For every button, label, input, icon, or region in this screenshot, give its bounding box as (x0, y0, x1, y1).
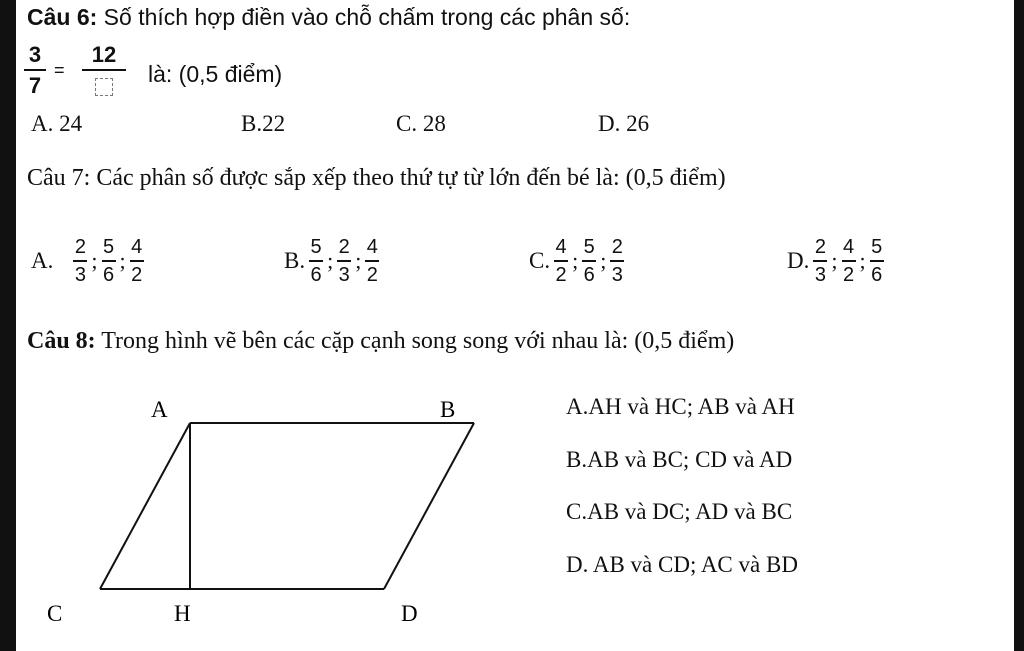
denominator: 3 (611, 263, 623, 286)
q6-fraction-left-denominator: 7 (28, 73, 42, 98)
numerator: 2 (814, 236, 826, 259)
vertex-label-c: C (47, 601, 63, 626)
numerator: 5 (583, 236, 595, 259)
numerator: 4 (366, 236, 378, 259)
numerator: 2 (74, 236, 86, 259)
separator: ; (572, 248, 579, 273)
q7-option-label: B. (284, 248, 306, 273)
q6-option-c: C. 28 (396, 111, 446, 136)
q6-option-a: A. 24 (31, 111, 83, 136)
q6-fraction-right-numerator: 12 (91, 42, 117, 67)
q8-option-d: D. AB và CD; AC và BD (566, 552, 798, 577)
numerator: 2 (611, 236, 623, 259)
q7-option-label: C. (529, 248, 551, 273)
denominator: 6 (871, 263, 883, 286)
numerator: 4 (842, 236, 855, 259)
vertex-label-h: H (174, 601, 191, 626)
question-8-text: Trong hình vẽ bên các cặp cạnh song song với nhau là: (0,5 điểm) (95, 328, 735, 354)
q6-equals-sign: = (54, 60, 65, 80)
q7-option-label: D. (787, 248, 810, 273)
numerator: 4 (555, 236, 567, 259)
denominator: 2 (842, 263, 855, 286)
question-8-label: Câu 8: (27, 328, 96, 354)
q6-fraction-left-numerator: 3 (28, 42, 42, 67)
q8-option-c: C.AB và DC; AD và BC (566, 499, 793, 524)
q7-option-label: A. (31, 248, 54, 273)
numerator: 5 (102, 236, 115, 259)
numerator: 5 (871, 236, 883, 259)
vertex-label-a: A (151, 397, 168, 422)
edge-bd (384, 423, 474, 589)
q6-option-d: D. 26 (598, 111, 650, 136)
denominator: 6 (310, 263, 322, 286)
q6-points-text: là: (0,5 điểm) (148, 61, 283, 87)
question-6-label: Câu 6: (27, 4, 98, 30)
separator: ; (859, 248, 866, 273)
q8-option-a: A.AH và HC; AB và AH (566, 394, 795, 419)
denominator: 3 (814, 263, 826, 286)
question-7-title: Câu 7: Các phân số được sắp xếp theo thứ tự từ lớn đến bé là: (0,5 điểm) (27, 165, 726, 191)
numerator: 5 (310, 236, 322, 259)
denominator: 2 (366, 263, 378, 286)
denominator: 2 (555, 263, 567, 286)
separator: ; (327, 248, 334, 273)
denominator: 3 (74, 263, 86, 286)
q6-option-b: B.22 (241, 111, 286, 136)
denominator: 6 (583, 263, 595, 286)
question-6-text: Số thích hợp điền vào chỗ chấm trong các phân số: (97, 4, 631, 30)
separator: ; (355, 248, 362, 273)
edge-ac (100, 423, 190, 589)
denominator: 2 (131, 263, 143, 286)
separator: ; (600, 248, 607, 273)
denominator: 3 (338, 263, 350, 286)
vertex-label-d: D (401, 601, 418, 626)
numerator: 2 (338, 236, 350, 259)
separator: ; (91, 248, 98, 273)
separator: ; (119, 248, 126, 273)
separator: ; (831, 248, 838, 273)
vertex-label-b: B (440, 397, 456, 422)
numerator: 4 (131, 236, 143, 259)
q8-option-b: B.AB và BC; CD và AD (566, 447, 793, 472)
denominator: 6 (102, 263, 115, 286)
